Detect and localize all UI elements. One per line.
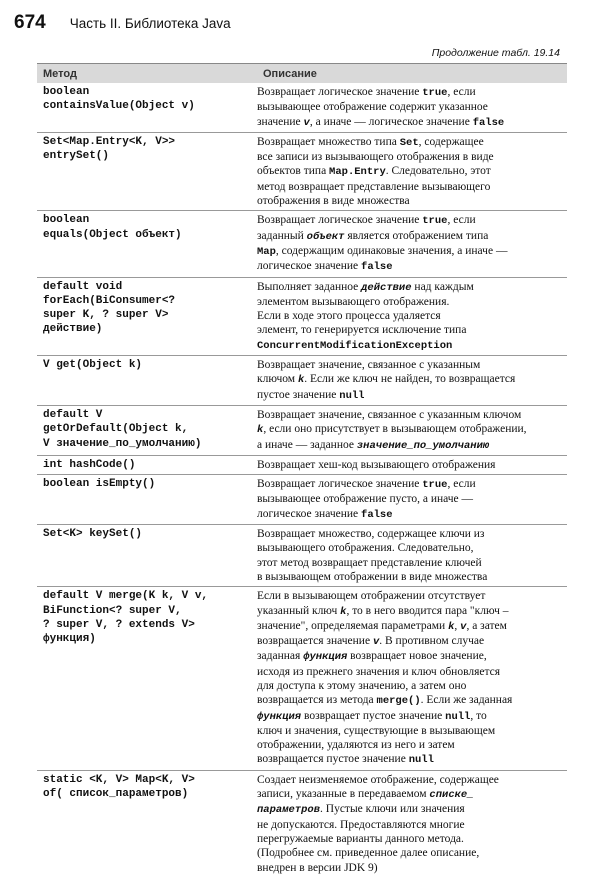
description-text: возвращает новое значение, (347, 650, 487, 663)
description-text: (Подробнее см. приведенное далее описание, (257, 847, 480, 860)
description-line (257, 556, 567, 570)
description-line (257, 787, 567, 802)
method-signature (37, 358, 253, 403)
description-text: возвращается из метода (257, 694, 377, 707)
description-line (257, 100, 567, 114)
method-description (253, 527, 567, 584)
method-description (253, 280, 567, 353)
method-line: функция) (43, 633, 96, 646)
description-text: указанный ключ (257, 604, 341, 617)
code-term: Set (399, 136, 419, 149)
description-line (257, 458, 567, 472)
description-line (257, 589, 567, 603)
description-line (257, 309, 567, 323)
method-line: static <K, V> Map<K, V> (43, 773, 195, 786)
column-header-method: Метод (43, 67, 77, 80)
method-line: containsValue(Object v) (43, 100, 195, 113)
method-description (253, 358, 567, 403)
description-text: возвращается значение (257, 635, 373, 648)
description-line (257, 832, 567, 846)
description-text: , содержащим одинаковые значения, а иначе — (275, 244, 508, 257)
description-text: возвращается пустое значение (257, 753, 409, 766)
method-signature (37, 477, 253, 522)
description-line (257, 527, 567, 541)
method-signature (37, 527, 253, 584)
description-text: Если в вызывающем отображении отсутствует (257, 590, 486, 603)
description-text: Создает неизменяемое отображение, содержащее (257, 773, 499, 786)
description-line (257, 492, 567, 506)
method-description (253, 589, 567, 768)
description-line (257, 738, 567, 752)
table-row (37, 587, 567, 771)
code-term: параметров (257, 804, 321, 817)
description-line (257, 244, 567, 259)
method-description (253, 85, 567, 130)
description-text: над каждым (411, 280, 474, 293)
description-text: вызывающего отображения. Следовательно, (257, 542, 474, 555)
description-line (257, 846, 567, 860)
code-term: null (408, 754, 434, 767)
running-head: Часть II. Библиотека Java (69, 16, 231, 31)
description-text: объектов типа (257, 165, 330, 178)
description-text: , то в него вводится пара "ключ – (346, 604, 509, 617)
method-signature (37, 458, 253, 472)
description-line (257, 280, 567, 295)
description-text: Выполняет заданное (257, 280, 362, 293)
description-text: значение", определяемая параметрами (257, 619, 449, 632)
description-text: отображения в виде множества (257, 195, 410, 208)
code-term: действие (361, 281, 412, 294)
description-line (257, 194, 567, 208)
description-text: , если (447, 478, 476, 491)
description-text: не допускаются. Предоставляются многие (257, 818, 465, 831)
description-text: , а иначе — логическое значение (309, 115, 473, 128)
code-term: списке_ (429, 789, 474, 802)
table-body (37, 83, 567, 877)
method-line: getOrDefault(Object k, (43, 423, 189, 436)
method-description (253, 135, 567, 208)
method-signature (37, 280, 253, 353)
description-line (257, 180, 567, 194)
method-description (253, 773, 567, 875)
description-line (257, 358, 567, 372)
description-text: , если (447, 214, 476, 227)
description-text: Возвращает логическое значение (257, 214, 423, 227)
method-signature (37, 408, 253, 453)
page-number: 674 (14, 12, 46, 33)
description-line (257, 679, 567, 693)
code-term: merge() (376, 695, 421, 708)
method-line: Set<Map.Entry<K, V>> (43, 135, 176, 148)
method-line: ? super V, ? extends V> (43, 618, 195, 631)
description-line (257, 724, 567, 738)
description-text: элемент, то генерируется исключение типа (257, 324, 467, 337)
method-signature (37, 773, 253, 875)
description-text: , (454, 619, 461, 632)
table-header-row (37, 63, 567, 83)
table-row (37, 406, 567, 456)
column-header-description: Описание (263, 67, 317, 80)
description-line (257, 164, 567, 179)
method-signature (37, 135, 253, 208)
description-text: возвращает пустое значение (301, 709, 446, 722)
description-line (257, 372, 567, 387)
description-line (257, 634, 567, 649)
description-line (257, 773, 567, 787)
description-text: Возвращает хеш-код вызывающего отображения (257, 458, 496, 471)
method-line: V значение_по_умолчанию) (43, 437, 202, 450)
description-line (257, 229, 567, 244)
method-description (253, 477, 567, 522)
description-text: элементом вызывающего отображения. (257, 295, 450, 308)
description-line (257, 388, 567, 403)
description-line (257, 818, 567, 832)
description-line (257, 802, 567, 817)
method-line: entrySet() (43, 150, 110, 163)
description-text: логическое значение (257, 260, 362, 273)
description-line (257, 693, 567, 708)
description-text: Возвращает значение, связанное с указанным ключом (257, 408, 522, 421)
code-term: true (422, 479, 448, 492)
method-description (253, 458, 567, 472)
description-text: логическое значение (257, 507, 362, 520)
method-line: forEach(BiConsumer<? (43, 294, 176, 307)
description-text: этот метод возвращает представление ключей (257, 556, 482, 569)
description-text: , содержащее (418, 135, 484, 148)
description-line (257, 752, 567, 767)
description-text: . Пустые ключи или значения (320, 803, 465, 816)
description-text: значение (257, 115, 304, 128)
description-text: ключ и значения, существующие в вызывающем (257, 724, 496, 737)
code-term: true (422, 215, 448, 228)
description-text: ключом (257, 373, 298, 386)
description-text: вызывающее отображение пусто, а иначе — (257, 493, 474, 506)
code-term: объект (306, 230, 345, 243)
code-term: k (257, 424, 264, 437)
description-text: Возвращает множество, содержащее ключи из (257, 528, 485, 541)
description-text: Возвращает значение, связанное с указанным (257, 359, 481, 372)
description-text: вызывающее отображение содержит указанное (257, 101, 488, 114)
description-line (257, 570, 567, 584)
page-header (14, 12, 231, 36)
description-line (257, 604, 567, 619)
table-continuation-note: Продолжение табл. 19.14 (431, 47, 560, 59)
method-line: int hashCode() (43, 458, 136, 471)
description-text: в вызывающем отображении в виде множества (257, 570, 488, 583)
table-row (37, 771, 567, 877)
method-line: default V (43, 408, 103, 421)
description-line (257, 323, 567, 337)
description-line (257, 135, 567, 150)
description-text: заданный (257, 229, 307, 242)
description-text: , а затем (466, 619, 507, 632)
method-line: BiFunction<? super V, (43, 604, 182, 617)
method-signature (37, 589, 253, 768)
code-term: false (472, 116, 505, 129)
code-term: функция (257, 710, 302, 723)
description-line (257, 861, 567, 875)
code-term: k (297, 374, 305, 387)
description-line (257, 649, 567, 664)
description-line (257, 619, 567, 634)
description-text: Возвращает множество типа (257, 135, 400, 148)
description-line (257, 259, 567, 274)
code-term: v (460, 620, 467, 633)
table-row (37, 133, 567, 211)
code-term: true (422, 87, 448, 99)
method-line: equals(Object объект) (43, 228, 182, 241)
description-text: записи, указанные в передаваемом (257, 788, 430, 801)
description-text: а иначе — заданное (257, 438, 357, 451)
description-line (257, 665, 567, 679)
description-line (257, 338, 567, 353)
description-line (257, 295, 567, 309)
methods-table (37, 63, 567, 877)
code-term: null (339, 389, 365, 402)
code-term: v (372, 636, 380, 649)
code-term: k (448, 620, 455, 633)
code-term: функция (303, 651, 348, 664)
code-term: false (361, 261, 393, 274)
description-line (257, 541, 567, 555)
description-line (257, 507, 567, 522)
table-row (37, 525, 567, 587)
table-row (37, 211, 567, 277)
method-line: boolean (43, 86, 90, 98)
table-row (37, 278, 567, 356)
description-line (257, 150, 567, 164)
description-text: отображении, удаляются из него и затем (257, 739, 455, 752)
code-term: ConcurrentModificationException (257, 339, 453, 352)
description-text: . Следовательно, этот (385, 165, 491, 178)
code-term: Map (257, 245, 276, 258)
code-term: false (361, 508, 393, 521)
description-text: заданная (257, 650, 304, 663)
method-line: default void (43, 280, 123, 293)
description-text: метод возвращает представление вызывающего (257, 180, 491, 193)
description-text: . В противном случае (379, 635, 485, 648)
description-line (257, 85, 567, 100)
method-signature (37, 213, 253, 274)
method-line: default V merge(K k, V v, (43, 590, 209, 603)
description-text: . Если же заданная (420, 694, 513, 707)
description-text: внедрен в версии JDK 9) (257, 861, 378, 874)
method-line: super K, ? super V> (43, 309, 169, 322)
table-row (37, 83, 567, 133)
description-line (257, 115, 567, 130)
code-term: null (445, 710, 471, 723)
description-text: пустое значение (257, 388, 340, 401)
description-text: перегружаемые варианты данного метода. (257, 832, 464, 845)
description-line (257, 438, 567, 453)
description-text: . Если же ключ не найден, то возвращается (304, 373, 516, 386)
method-line: Set<K> keySet() (43, 528, 143, 541)
description-text: , если оно присутствует в вызывающем отображении, (263, 423, 527, 436)
table-row (37, 356, 567, 406)
code-term: v (303, 116, 310, 129)
description-line (257, 477, 567, 492)
description-line (257, 213, 567, 228)
description-text: Если в ходе этого процесса удаляется (257, 310, 441, 323)
description-text: исходя из прежнего значения и ключ обновляется (257, 665, 501, 678)
code-term: k (340, 605, 347, 618)
description-line (257, 422, 567, 437)
method-description (253, 408, 567, 453)
table-row (37, 475, 567, 525)
code-term: значение_по_умолчанию (356, 439, 490, 452)
code-term: Map.Entry (329, 166, 386, 179)
method-line: boolean (43, 214, 90, 227)
method-line: V get(Object k) (43, 359, 143, 372)
description-text: Возвращает логическое значение (257, 86, 423, 98)
method-line: действие) (43, 323, 103, 336)
description-text: , если (447, 86, 476, 98)
description-line (257, 408, 567, 422)
description-line (257, 709, 567, 724)
description-text: для доступа к этому значению, а затем оно (257, 679, 467, 692)
description-text: все записи из вызывающего отображения в виде (257, 151, 494, 164)
method-line: of( список_параметров) (43, 788, 189, 801)
table-row (37, 456, 567, 475)
description-text: является отображением типа (344, 229, 489, 242)
description-text: Возвращает логическое значение (257, 478, 423, 491)
method-description (253, 213, 567, 274)
description-text: , то (470, 709, 487, 722)
method-line: boolean isEmpty() (43, 478, 156, 491)
method-signature (37, 85, 253, 130)
